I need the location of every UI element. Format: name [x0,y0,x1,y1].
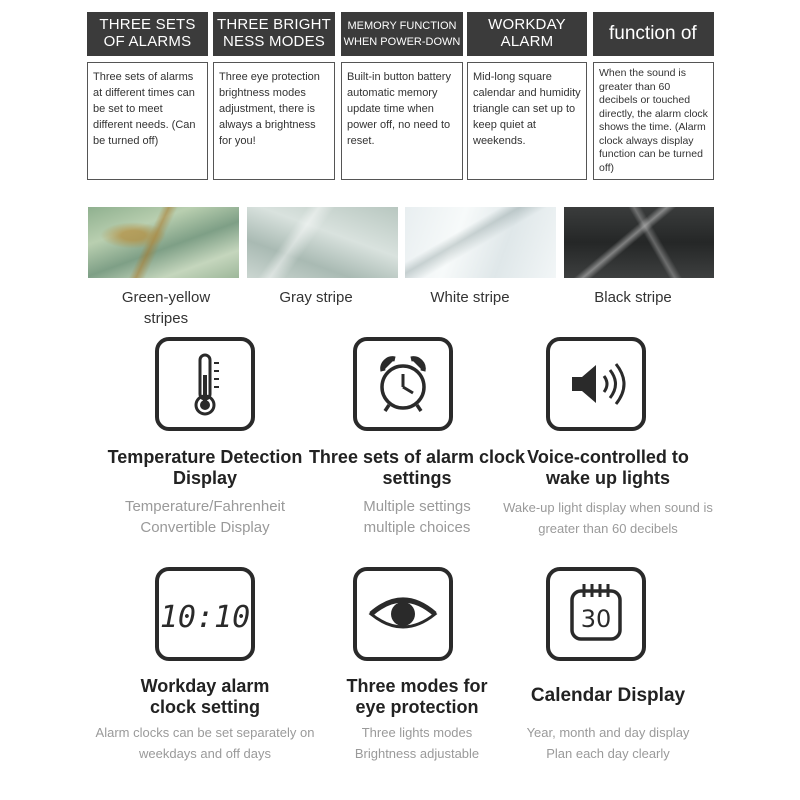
clock-digits: 10:10 [159,600,251,635]
swatch-green-yellow [88,207,239,278]
feature-header: function of [593,12,714,56]
alarm-clock-tile [353,337,453,431]
function-title: Three modes for eye protection [346,676,488,717]
feature-box-alarms [87,12,208,180]
calendar-icon [550,571,642,657]
function-title: Voice-controlled to wake up lights [527,447,689,488]
feature-header: MEMORY FUNCTION WHEN POWER-DOWN [341,12,463,56]
function-subtitle: Year, month and day display Plan each day clearly [526,725,690,761]
feature-header: THREE SETS OF ALARMS [87,12,208,56]
feature-box-display-function [593,12,714,180]
swatch-label: Black stripe [594,289,672,306]
feature-header: WORKDAY ALARM [467,12,587,56]
swatch-label: Green-yellow stripes [121,289,211,327]
swatch-black [564,207,714,278]
function-title: Calendar Display [530,685,686,706]
function-title: Workday alarm clock setting [140,676,270,717]
function-subtitle: Alarm clocks can be set separately on weekdays and off days [95,725,315,761]
feature-header: THREE BRIGHTNESS MODES [213,12,335,56]
eye-icon [357,571,449,657]
thermometer-icon [159,341,251,427]
swatch-label: Gray stripe [279,289,353,306]
eye-tile [353,567,453,661]
function-subtitle: Temperature/Fahrenheit Convertible Display [124,498,286,536]
feature-body: When the sound is greater than 60 decibels or touched directly, the alarm clock shows the time. (Alarm clock always display function can be turned off) [593,62,714,180]
alarm-clock-icon [357,341,449,427]
feature-body: Three sets of alarms at different times can be set to meet different needs. (Can be turned off) [87,62,208,180]
feature-box-brightness [213,12,335,180]
feature-body: Three eye protection brightness modes adjustment, there is always a brightness for you! [213,62,335,180]
feature-body: Mid-long square calendar and humidity triangle can set up to keep quiet at weekends. [467,62,587,180]
feature-body: Built-in button battery automatic memory update time when power off, no need to reset. [341,62,463,180]
digital-clock-tile [155,567,255,661]
swatch-label: White stripe [430,289,510,306]
thermometer-tile [155,337,255,431]
calendar-tile [546,567,646,661]
digital-clock-icon [159,571,251,657]
swatch-gray [247,207,398,278]
function-title: Temperature Detection Display [107,447,303,488]
feature-box-workday [467,12,587,180]
swatch-white [405,207,556,278]
speaker-icon [550,341,642,427]
feature-box-memory [341,12,463,180]
function-subtitle: Multiple settings multiple choices [363,498,471,536]
function-title: Three sets of alarm clock settings [308,447,526,488]
speaker-tile [546,337,646,431]
function-subtitle: Wake-up light display when sound is greater than 60 decibels [503,500,713,536]
function-subtitle: Three lights modes Brightness adjustable [354,725,480,761]
calendar-day-number: 30 [580,605,612,633]
